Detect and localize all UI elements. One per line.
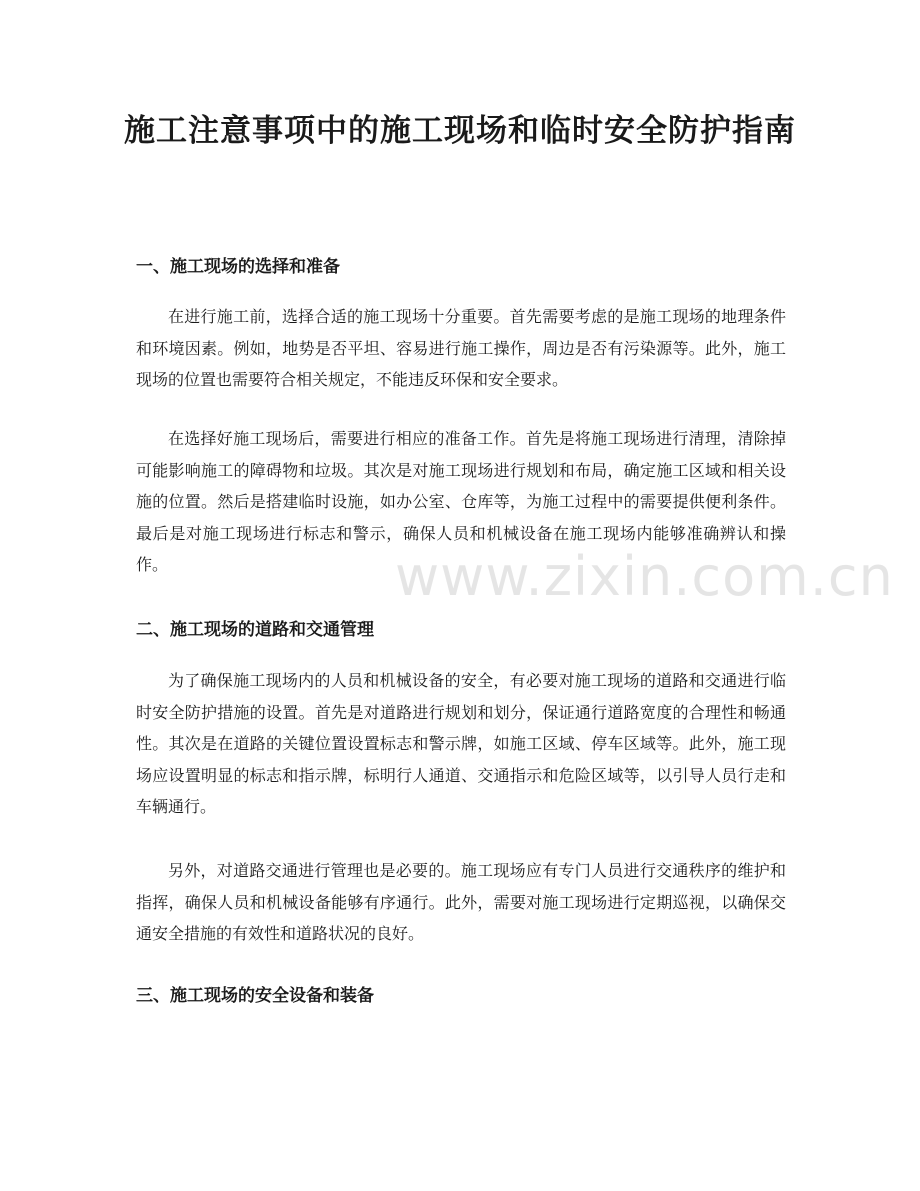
section-2-heading: 二、施工现场的道路和交通管理 [136, 620, 374, 640]
section-3-heading: 三、施工现场的安全设备和装备 [136, 986, 374, 1006]
section-2-paragraph-1: 为了确保施工现场内的人员和机械设备的安全，有必要对施工现场的道路和交通进行临时安全防护措施的设置。首先是对道路进行规划和划分，保证通行道路宽度的合理性和畅通性。其次是在道路的关键位置设置标志和警示牌，如施工区域、停车区域等。此外，施工现场应设置明显的标志和指示牌，标明行人通道、交通指示和危险区域等，以引导人员行走和车辆通行。 [136, 671, 786, 816]
watermark: www.zixin.com.cn [395, 545, 894, 608]
document-title: 施工注意事项中的施工现场和临时安全防护指南 [124, 113, 796, 149]
section-2-paragraph-2: 另外，对道路交通进行管理也是必要的。施工现场应有专门人员进行交通秩序的维护和指挥，确保人员和机械设备能够有序通行。此外，需要对施工现场进行定期巡视，以确保交通安全措施的有效性和道路状况的良好。 [136, 861, 786, 943]
section-1-heading: 一、施工现场的选择和准备 [136, 257, 340, 277]
section-1-paragraph-1: 在进行施工前，选择合适的施工现场十分重要。首先需要考虑的是施工现场的地理条件和环境因素。例如，地势是否平坦、容易进行施工操作，周边是否有污染源等。此外，施工现场的位置也需要符合相关规定，不能违反环保和安全要求。 [136, 307, 786, 389]
section-1-paragraph-2: 在选择好施工现场后，需要进行相应的准备工作。首先是将施工现场进行清理，清除掉可能影响施工的障碍物和垃圾。其次是对施工现场进行规划和布局，确定施工区域和相关设施的位置。然后是搭建临时设施，如办公室、仓库等，为施工过程中的需要提供便利条件。最后是对施工现场进行标志和警示，确保人员和机械设备在施工现场内能够准确辨认和操作。 [136, 429, 786, 574]
